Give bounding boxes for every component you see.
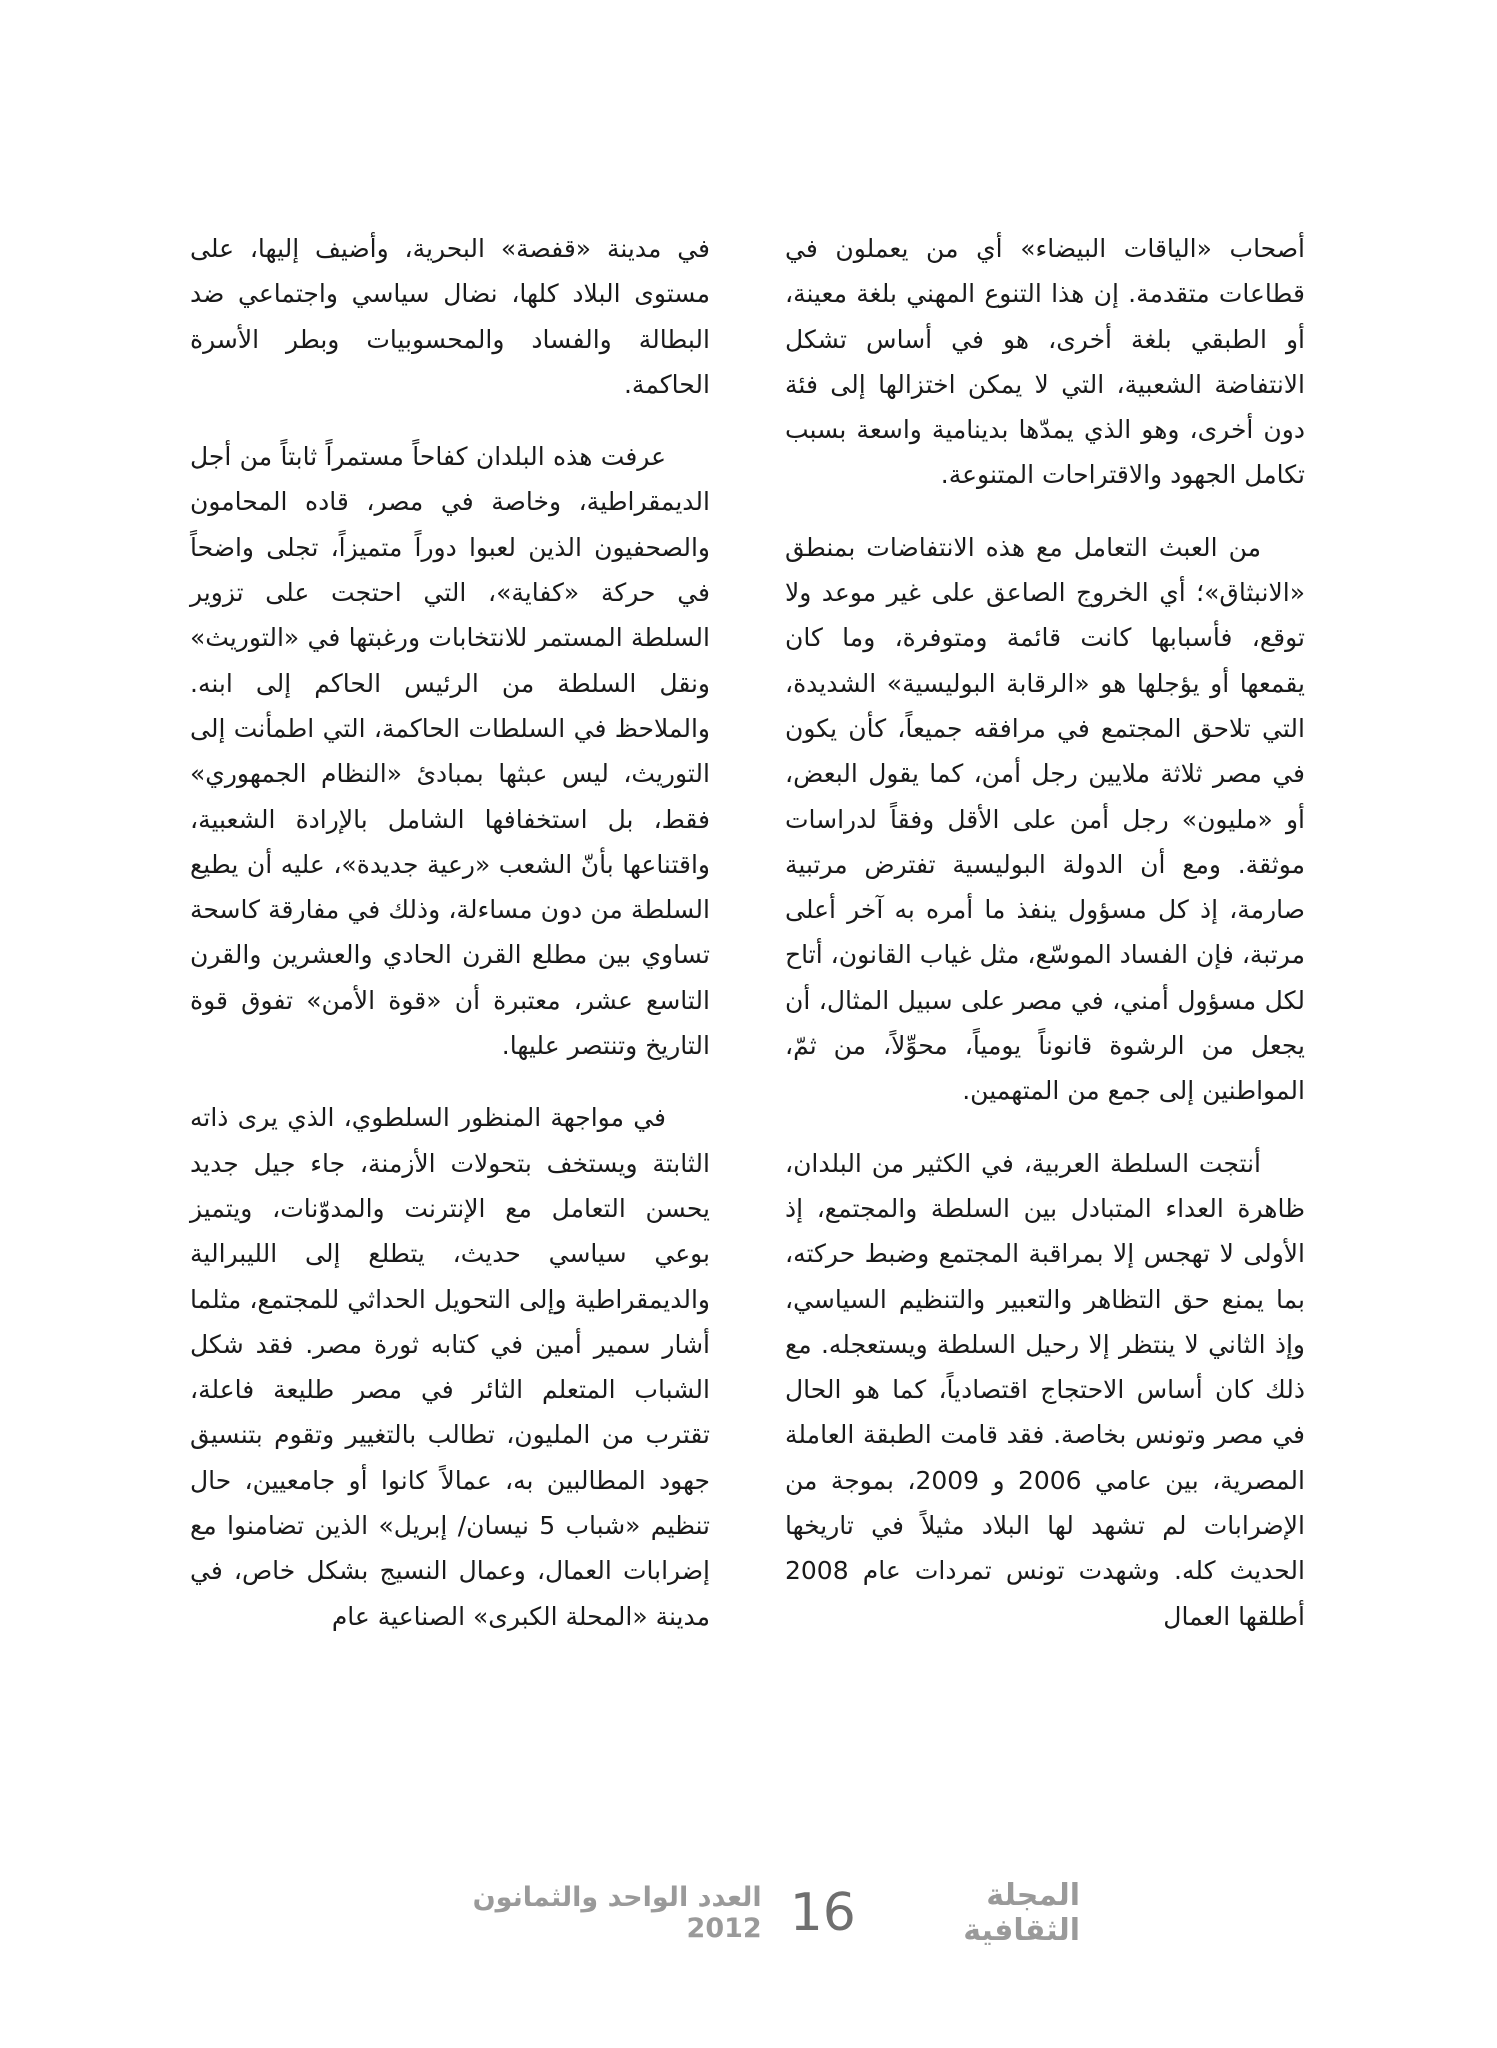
page-number: 16 — [789, 1883, 856, 1943]
left-column — [190, 226, 710, 1666]
paragraph: عرفت هذه البلدان كفاحاً مستمراً ثابتاً من أجل الديمقراطية، وخاصة في مصر، قاده المحامون والصحفيون الذين لعبوا دوراً متميزاً، تجلى واضحاً في حركة «كفاية»، التي احتجت على تزوير السلطة المستمر للانتخابات ورغبتها في «التوريث» ونقل السلطة من الرئيس الحاكم إلى ابنه. والملاحظ في السلطات الحاكمة، التي اطمأنت إلى التوريث، ليس عبثها بمبادئ «النظام الجمهوري» فقط، بل استخفافها الشامل بالإرادة الشعبية، واقتناعها بأنّ الشعب «رعية جديدة»، عليه أن يطيع السلطة من دون مساءلة، وذلك في مفارقة كاسحة تساوي بين مطلع القرن الحادي والعشرين والقرن التاسع عشر، معتبرة أن «قوة الأمن» تفوق قوة التاريخ وتنتصر عليها. — [190, 442, 710, 1061]
paragraph: من العبث التعامل مع هذه الانتفاضات بمنطق «الانبثاق»؛ أي الخروج الصاعق على غير موعد ولا توقع، فأسبابها كانت قائمة ومتوفرة، وما كان يقمعها أو يؤجلها هو «الرقابة البوليسية» الشديدة، التي تلاحق المجتمع في مرافقه جميعاً، كأن يكون في مصر ثلاثة ملايين رجل أمن، كما يقول البعض، أو «مليون» رجل أمن على الأقل وفقاً لدراسات موثقة. ومع أن الدولة البوليسية تفترض مرتبية صارمة، إذ كل مسؤول ينفذ ما أمره به آخر أعلى مرتبة، فإن الفساد الموسّع، مثل غياب القانون، أتاح لكل مسؤول أمني، في مصر على سبيل المثال، أن يجعل من الرشوة قانوناً يومياً، محوِّلاً، من ثمّ، المواطنين إلى جمع من المتهمين. — [785, 532, 1305, 1106]
issue-label: العدد الواحد والثمانون 2012 — [472, 1882, 762, 1944]
paragraph: في مواجهة المنظور السلطوي، الذي يرى ذاته الثابتة ويستخف بتحولات الأزمنة، جاء جيل جديد يحسن التعامل مع الإنترنت والمدوّنات، ويتميز بوعي سياسي حديث، يتطلع إلى الليبرالية والديمقراطية وإلى التحويل الحداثي للمجتمع، مثلما أشار سمير أمين في كتابه ثورة مصر. فقد شكل الشباب المتعلم الثائر في مصر طليعة فاعلة، تقترب من المليون، تطالب بالتغيير وتقوم بتنسيق جهود المطالبين به، عمالاً كانوا أو جامعيين، حال تنظيم «شباب 5 نيسان/ إبريل» الذين تضامنوا مع إضرابات العمال، وعمال النسيج بشكل خاص، في مدينة «المحلة الكبرى» الصناعية عام — [190, 1103, 710, 1631]
page-footer — [430, 1878, 1080, 1948]
paragraph: في مدينة «قفصة» البحرية، وأضيف إليها، على مستوى البلاد كلها، نضال سياسي واجتماعي ضد البطالة والفساد والمحسوبيات وبطر الأسرة الحاكمة. — [190, 234, 710, 399]
paragraph: أصحاب «الياقات البيضاء» أي من يعملون في قطاعات متقدمة. إن هذا التنوع المهني بلغة معينة، أو الطبقي بلغة أخرى، هو في أساس تشكل الانتفاضة الشعبية، التي لا يمكن اختزالها إلى فئة دون أخرى، وهو الذي يمدّها بدينامية واسعة بسبب تكامل الجهود والاقتراحات المتنوعة. — [785, 234, 1305, 490]
paragraph: أنتجت السلطة العربية، في الكثير من البلدان، ظاهرة العداء المتبادل بين السلطة والمجتمع، إذ الأولى لا تهجس إلا بمراقبة المجتمع وضبط حركته، بما يمنع حق التظاهر والتعبير والتنظيم السياسي، وإذ الثاني لا ينتظر إلا رحيل السلطة ويستعجله. مع ذلك كان أساس الاحتجاج اقتصادياً، كما هو الحال في مصر وتونس بخاصة. فقد قامت الطبقة العاملة المصرية، بين عامي 2006 و 2009، بموجة من الإضرابات لم تشهد لها البلاد مثيلاً في تاريخها الحديث كله. وشهدت تونس تمردات عام 2008 أطلقها العمال — [785, 1148, 1305, 1631]
magazine-name: المجلة الثقافية — [963, 1878, 1080, 1948]
right-column — [785, 226, 1305, 1666]
